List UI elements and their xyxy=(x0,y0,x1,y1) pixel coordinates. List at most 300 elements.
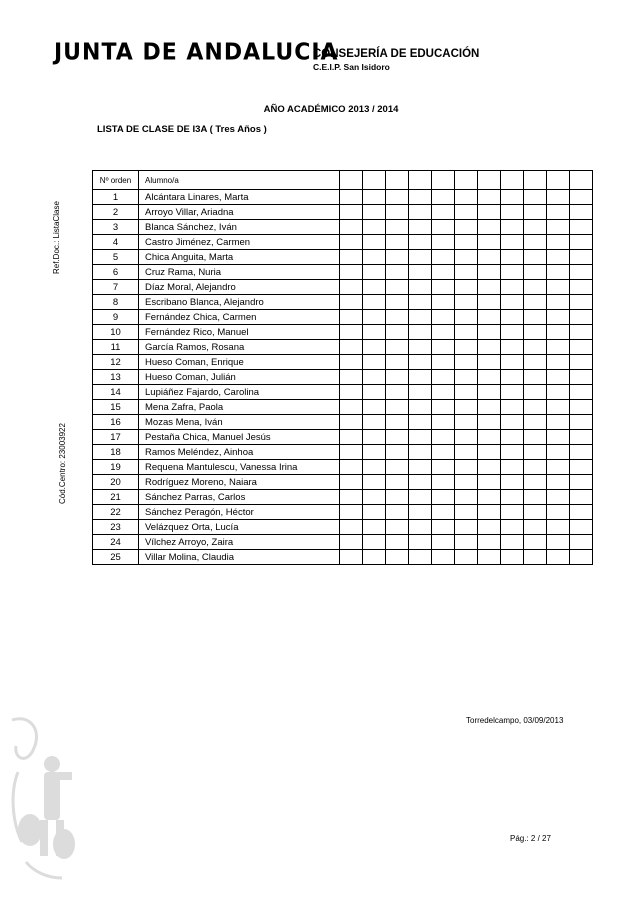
check-cell xyxy=(432,550,455,565)
check-cell xyxy=(570,340,593,355)
check-cell xyxy=(547,475,570,490)
andalucia-emblem xyxy=(8,712,78,884)
check-cell xyxy=(570,535,593,550)
check-cell xyxy=(386,505,409,520)
order-column-header: Nº orden xyxy=(93,171,139,190)
check-cell xyxy=(340,535,363,550)
check-cell xyxy=(547,250,570,265)
order-number: 12 xyxy=(93,355,139,370)
check-cell xyxy=(432,295,455,310)
check-cell xyxy=(386,190,409,205)
check-cell xyxy=(478,535,501,550)
check-cell xyxy=(478,475,501,490)
check-cell xyxy=(547,400,570,415)
check-cell xyxy=(455,325,478,340)
table-row xyxy=(93,295,593,310)
check-cell xyxy=(432,535,455,550)
check-cell xyxy=(363,205,386,220)
check-cell xyxy=(570,385,593,400)
check-cell xyxy=(478,325,501,340)
check-cell xyxy=(478,520,501,535)
check-cell xyxy=(386,475,409,490)
check-cell xyxy=(501,535,524,550)
table-row xyxy=(93,505,593,520)
check-cell xyxy=(570,475,593,490)
check-cell xyxy=(363,520,386,535)
place-date: Torredelcampo, 03/09/2013 xyxy=(466,716,564,725)
check-cell xyxy=(386,340,409,355)
check-cell xyxy=(432,205,455,220)
check-cell xyxy=(547,520,570,535)
table-row xyxy=(93,385,593,400)
check-cell xyxy=(432,490,455,505)
check-cell xyxy=(547,340,570,355)
check-cell xyxy=(340,505,363,520)
check-cell xyxy=(524,325,547,340)
table-row xyxy=(93,430,593,445)
check-cell xyxy=(501,265,524,280)
check-cell xyxy=(547,190,570,205)
check-cell xyxy=(432,445,455,460)
check-cell xyxy=(363,505,386,520)
check-cell xyxy=(340,220,363,235)
check-cell xyxy=(547,265,570,280)
check-cell xyxy=(432,400,455,415)
check-cell xyxy=(478,340,501,355)
check-cell xyxy=(363,400,386,415)
table-row xyxy=(93,280,593,295)
check-cell xyxy=(409,265,432,280)
check-cell xyxy=(340,325,363,340)
check-cell xyxy=(340,445,363,460)
check-cell xyxy=(363,535,386,550)
check-cell xyxy=(386,325,409,340)
check-cell xyxy=(524,520,547,535)
check-cell xyxy=(432,220,455,235)
order-number: 11 xyxy=(93,340,139,355)
student-name: Mozas Mena, Iván xyxy=(139,415,340,430)
check-cell xyxy=(501,205,524,220)
table-row xyxy=(93,355,593,370)
document-reference: Ref.Doc.: ListaClase xyxy=(52,201,61,274)
check-cell xyxy=(455,220,478,235)
check-cell xyxy=(570,235,593,250)
check-cell xyxy=(547,295,570,310)
check-cell xyxy=(478,355,501,370)
check-cell xyxy=(547,415,570,430)
check-cell xyxy=(340,550,363,565)
check-cell xyxy=(524,220,547,235)
table-row xyxy=(93,205,593,220)
check-cell xyxy=(432,385,455,400)
check-cell xyxy=(455,385,478,400)
check-header-cell xyxy=(386,171,409,190)
check-cell xyxy=(501,280,524,295)
check-cell xyxy=(409,490,432,505)
check-cell xyxy=(547,460,570,475)
check-cell xyxy=(363,340,386,355)
check-cell xyxy=(547,370,570,385)
check-cell xyxy=(570,250,593,265)
student-name: García Ramos, Rosana xyxy=(139,340,340,355)
centro-name: C.E.I.P. San Isidoro xyxy=(313,62,390,72)
check-cell xyxy=(455,340,478,355)
check-cell xyxy=(455,430,478,445)
check-cell xyxy=(524,490,547,505)
check-cell xyxy=(386,400,409,415)
order-number: 23 xyxy=(93,520,139,535)
table-header-row xyxy=(93,171,593,190)
check-cell xyxy=(363,490,386,505)
table-row xyxy=(93,340,593,355)
check-cell xyxy=(547,205,570,220)
order-number: 9 xyxy=(93,310,139,325)
check-cell xyxy=(432,520,455,535)
check-cell xyxy=(524,250,547,265)
check-cell xyxy=(386,235,409,250)
check-cell xyxy=(432,355,455,370)
order-number: 6 xyxy=(93,265,139,280)
check-cell xyxy=(547,220,570,235)
check-cell xyxy=(340,475,363,490)
table-row xyxy=(93,520,593,535)
student-name: Sánchez Parras, Carlos xyxy=(139,490,340,505)
check-cell xyxy=(478,295,501,310)
check-cell xyxy=(547,550,570,565)
check-cell xyxy=(478,310,501,325)
check-cell xyxy=(547,445,570,460)
check-cell xyxy=(455,295,478,310)
check-cell xyxy=(570,490,593,505)
check-cell xyxy=(386,550,409,565)
check-cell xyxy=(340,310,363,325)
check-cell xyxy=(386,265,409,280)
student-name: Mena Zafra, Paola xyxy=(139,400,340,415)
check-cell xyxy=(524,355,547,370)
check-cell xyxy=(547,310,570,325)
check-cell xyxy=(478,250,501,265)
check-cell xyxy=(409,400,432,415)
order-number: 13 xyxy=(93,370,139,385)
table-row xyxy=(93,490,593,505)
check-cell xyxy=(547,235,570,250)
student-name: Díaz Moral, Alejandro xyxy=(139,280,340,295)
table-row xyxy=(93,370,593,385)
check-cell xyxy=(363,550,386,565)
check-cell xyxy=(478,220,501,235)
student-name: Fernández Rico, Manuel xyxy=(139,325,340,340)
check-cell xyxy=(363,430,386,445)
check-cell xyxy=(386,535,409,550)
student-roster-table xyxy=(92,170,593,565)
student-name: Villar Molina, Claudia xyxy=(139,550,340,565)
check-cell xyxy=(409,520,432,535)
check-cell xyxy=(432,325,455,340)
check-cell xyxy=(501,550,524,565)
check-cell xyxy=(386,520,409,535)
check-cell xyxy=(524,340,547,355)
check-cell xyxy=(340,295,363,310)
check-cell xyxy=(386,490,409,505)
check-cell xyxy=(363,220,386,235)
check-cell xyxy=(570,460,593,475)
check-cell xyxy=(432,415,455,430)
academic-year xyxy=(0,104,638,115)
check-cell xyxy=(409,205,432,220)
check-cell xyxy=(363,355,386,370)
check-cell xyxy=(363,190,386,205)
check-cell xyxy=(501,520,524,535)
check-cell xyxy=(524,475,547,490)
check-cell xyxy=(363,475,386,490)
check-cell xyxy=(432,505,455,520)
student-name: Castro Jiménez, Carmen xyxy=(139,235,340,250)
student-name: Rodríguez Moreno, Naiara xyxy=(139,475,340,490)
check-cell xyxy=(501,235,524,250)
check-cell xyxy=(386,445,409,460)
check-cell xyxy=(501,385,524,400)
check-cell xyxy=(501,325,524,340)
check-cell xyxy=(386,355,409,370)
page-number: Pág.: 2 / 27 xyxy=(510,834,551,843)
student-name: Arroyo Villar, Ariadna xyxy=(139,205,340,220)
check-cell xyxy=(524,280,547,295)
check-cell xyxy=(501,310,524,325)
check-cell xyxy=(524,235,547,250)
check-cell xyxy=(409,475,432,490)
check-cell xyxy=(478,400,501,415)
check-cell xyxy=(409,295,432,310)
table-row xyxy=(93,415,593,430)
check-cell xyxy=(340,415,363,430)
student-name: Blanca Sánchez, Iván xyxy=(139,220,340,235)
table-row xyxy=(93,310,593,325)
check-cell xyxy=(501,340,524,355)
check-cell xyxy=(455,505,478,520)
check-cell xyxy=(524,535,547,550)
check-cell xyxy=(432,370,455,385)
table-row xyxy=(93,265,593,280)
check-cell xyxy=(547,535,570,550)
check-cell xyxy=(386,370,409,385)
order-number: 21 xyxy=(93,490,139,505)
check-cell xyxy=(455,265,478,280)
check-cell xyxy=(501,355,524,370)
order-number: 8 xyxy=(93,295,139,310)
table-row xyxy=(93,400,593,415)
check-cell xyxy=(570,325,593,340)
check-cell xyxy=(386,280,409,295)
check-cell xyxy=(524,505,547,520)
check-cell xyxy=(432,430,455,445)
check-cell xyxy=(432,310,455,325)
check-cell xyxy=(478,235,501,250)
check-cell xyxy=(478,505,501,520)
order-number: 14 xyxy=(93,385,139,400)
check-cell xyxy=(340,370,363,385)
student-name: Pestaña Chica, Manuel Jesús xyxy=(139,430,340,445)
check-cell xyxy=(432,460,455,475)
check-cell xyxy=(363,235,386,250)
table-row xyxy=(93,235,593,250)
check-cell xyxy=(478,445,501,460)
check-cell xyxy=(455,370,478,385)
check-cell xyxy=(340,385,363,400)
check-cell xyxy=(501,415,524,430)
check-cell xyxy=(432,340,455,355)
check-cell xyxy=(455,475,478,490)
check-cell xyxy=(340,250,363,265)
check-cell xyxy=(478,205,501,220)
check-cell xyxy=(478,190,501,205)
check-header-cell xyxy=(363,171,386,190)
check-cell xyxy=(409,535,432,550)
check-cell xyxy=(570,445,593,460)
check-cell xyxy=(455,280,478,295)
order-number: 4 xyxy=(93,235,139,250)
check-cell xyxy=(386,385,409,400)
check-cell xyxy=(409,430,432,445)
check-cell xyxy=(524,385,547,400)
order-number: 2 xyxy=(93,205,139,220)
check-cell xyxy=(409,385,432,400)
check-header-cell xyxy=(455,171,478,190)
check-cell xyxy=(570,310,593,325)
student-name: Velázquez Orta, Lucía xyxy=(139,520,340,535)
check-cell xyxy=(524,550,547,565)
check-cell xyxy=(340,460,363,475)
table-row xyxy=(93,550,593,565)
check-cell xyxy=(478,265,501,280)
student-name: Hueso Coman, Julián xyxy=(139,370,340,385)
check-cell xyxy=(455,250,478,265)
check-cell xyxy=(386,430,409,445)
center-code: Cód.Centro: 23003922 xyxy=(58,423,67,504)
check-cell xyxy=(524,190,547,205)
check-cell xyxy=(340,490,363,505)
student-name: Lupiáñez Fajardo, Carolina xyxy=(139,385,340,400)
check-cell xyxy=(363,385,386,400)
check-cell xyxy=(455,205,478,220)
check-cell xyxy=(455,520,478,535)
check-cell xyxy=(501,370,524,385)
order-number: 20 xyxy=(93,475,139,490)
table-row xyxy=(93,475,593,490)
check-cell xyxy=(409,235,432,250)
check-cell xyxy=(340,265,363,280)
check-cell xyxy=(547,385,570,400)
check-cell xyxy=(547,430,570,445)
check-cell xyxy=(524,205,547,220)
check-cell xyxy=(409,505,432,520)
check-cell xyxy=(570,220,593,235)
check-cell xyxy=(478,550,501,565)
check-cell xyxy=(501,190,524,205)
check-cell xyxy=(409,415,432,430)
table-row xyxy=(93,445,593,460)
check-cell xyxy=(570,295,593,310)
check-cell xyxy=(409,280,432,295)
check-cell xyxy=(409,370,432,385)
check-cell xyxy=(524,400,547,415)
order-number: 25 xyxy=(93,550,139,565)
check-cell xyxy=(501,490,524,505)
check-cell xyxy=(363,415,386,430)
check-cell xyxy=(455,190,478,205)
student-name: Vílchez Arroyo, Zaira xyxy=(139,535,340,550)
check-cell xyxy=(340,520,363,535)
order-number: 5 xyxy=(93,250,139,265)
check-cell xyxy=(386,205,409,220)
order-number: 7 xyxy=(93,280,139,295)
check-cell xyxy=(524,295,547,310)
check-cell xyxy=(570,415,593,430)
table-row xyxy=(93,535,593,550)
check-cell xyxy=(501,220,524,235)
check-cell xyxy=(455,445,478,460)
check-cell xyxy=(570,430,593,445)
check-cell xyxy=(570,370,593,385)
order-number: 17 xyxy=(93,430,139,445)
check-cell xyxy=(363,280,386,295)
check-cell xyxy=(570,190,593,205)
check-cell xyxy=(363,460,386,475)
check-cell xyxy=(340,235,363,250)
check-cell xyxy=(547,355,570,370)
order-number: 1 xyxy=(93,190,139,205)
check-cell xyxy=(547,505,570,520)
check-cell xyxy=(455,535,478,550)
consejeria-title: CONSEJERÍA DE EDUCACIÓN xyxy=(313,48,480,60)
check-cell xyxy=(501,475,524,490)
check-cell xyxy=(363,325,386,340)
check-header-cell xyxy=(547,171,570,190)
check-cell xyxy=(570,400,593,415)
table-row xyxy=(93,460,593,475)
check-cell xyxy=(478,415,501,430)
check-cell xyxy=(386,415,409,430)
check-cell xyxy=(570,505,593,520)
check-cell xyxy=(409,190,432,205)
check-cell xyxy=(570,280,593,295)
check-cell xyxy=(386,250,409,265)
check-cell xyxy=(455,355,478,370)
table-row xyxy=(93,250,593,265)
check-cell xyxy=(455,550,478,565)
check-cell xyxy=(570,355,593,370)
class-list-title: LISTA DE CLASE DE I3A ( Tres Años ) xyxy=(97,124,267,135)
check-header-cell xyxy=(501,171,524,190)
check-cell xyxy=(455,460,478,475)
check-cell xyxy=(386,310,409,325)
order-number: 22 xyxy=(93,505,139,520)
check-cell xyxy=(524,370,547,385)
check-cell xyxy=(363,310,386,325)
check-cell xyxy=(547,280,570,295)
check-cell xyxy=(340,205,363,220)
check-cell xyxy=(455,235,478,250)
student-name: Hueso Coman, Enrique xyxy=(139,355,340,370)
check-cell xyxy=(524,265,547,280)
check-cell xyxy=(547,325,570,340)
check-cell xyxy=(524,445,547,460)
check-cell xyxy=(478,430,501,445)
check-cell xyxy=(340,400,363,415)
table-row xyxy=(93,325,593,340)
check-cell xyxy=(478,385,501,400)
check-cell xyxy=(570,520,593,535)
check-cell xyxy=(455,415,478,430)
